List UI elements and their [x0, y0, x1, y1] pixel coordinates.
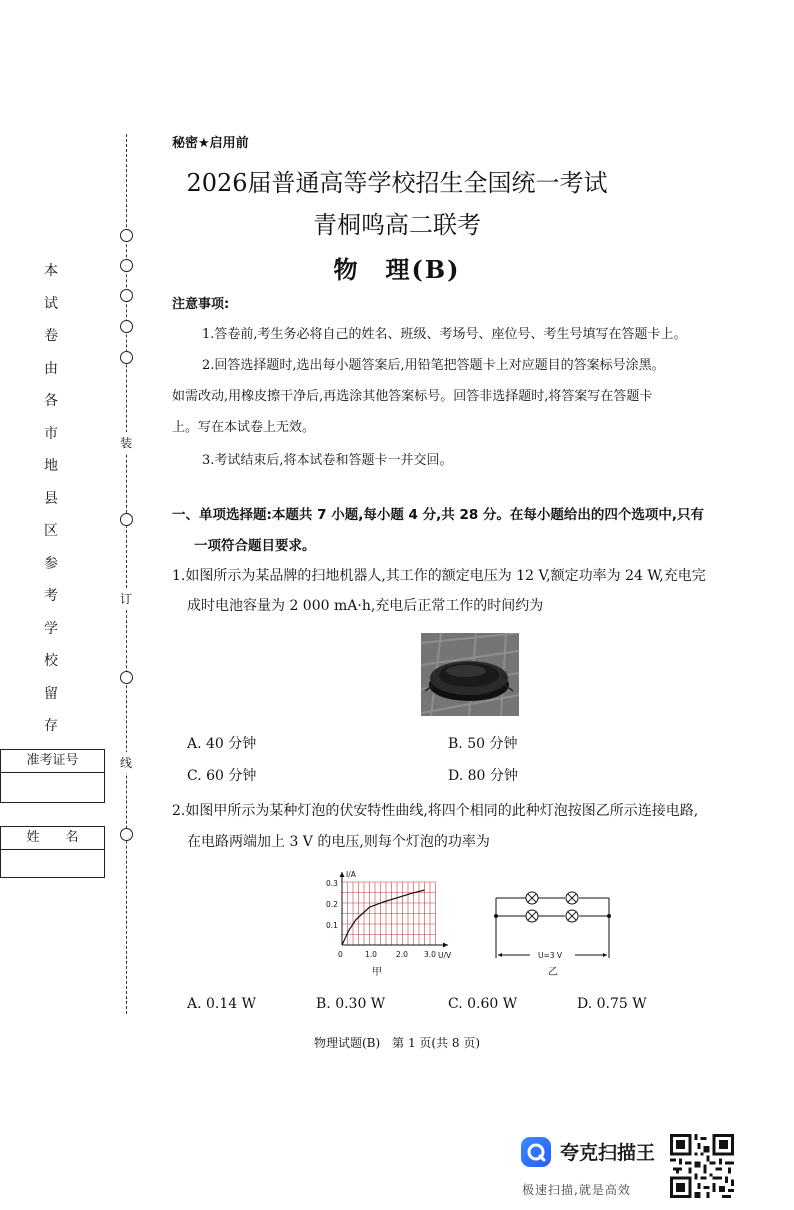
scanner-brand-name: 夸克扫描王	[560, 1142, 656, 1164]
scanner-slogan: 极速扫描,就是高效	[522, 1183, 631, 1197]
vertical-char: 卷	[44, 328, 58, 344]
vertical-char: 考	[44, 588, 58, 604]
y-tick-label: 0.1	[326, 921, 338, 930]
x-tick-label: 1.0	[365, 950, 377, 959]
notice-item-2-cont: 如需改动,用橡皮擦干净后,再选涂其他答案标号。回答非选择题时,将答案写在答题卡	[172, 389, 653, 404]
question-1-text: 1.如图所示为某品牌的扫地机器人,其工作的额定电压为 12 V,额定功率为 24 W,充电完	[172, 568, 706, 584]
question-2-text: 在电路两端加上 3 V 的电压,则每个灯泡的功率为	[187, 834, 490, 850]
subject-title: 物 理(B)	[333, 255, 461, 284]
notice-item-2-cont: 上。写在本试卷上无效。	[172, 420, 316, 435]
vertical-char: 区	[44, 523, 58, 539]
q1-option-c[interactable]: C. 60 分钟	[187, 768, 257, 784]
iv-curve-graph	[326, 870, 452, 978]
vertical-char: 县	[44, 490, 58, 507]
section-heading-line: 一、单项选择题:本题共 7 小题,每小题 4 分,共 28 分。在每小题给出的四个选项中,只有	[172, 507, 705, 523]
y-axis-arrow	[340, 872, 345, 877]
circuit-diagram	[496, 898, 609, 958]
terminal-dot	[494, 914, 498, 918]
vertical-char: 校	[44, 653, 58, 669]
q2-option-d[interactable]: D. 0.75 W	[577, 996, 647, 1012]
vertical-char: 各	[44, 393, 58, 409]
bulb-icon	[566, 892, 578, 904]
bulb-icon	[566, 910, 578, 922]
y-tick-label: 0.3	[326, 879, 338, 888]
q1-option-b[interactable]: B. 50 分钟	[448, 736, 518, 752]
figure-caption-yi: 乙	[548, 967, 558, 978]
vertical-char: 存	[44, 718, 58, 734]
vertical-char: 本	[44, 263, 58, 279]
x-tick-label: 2.0	[396, 950, 408, 959]
binding-hole	[120, 351, 133, 364]
question-1-text: 成时电池容量为 2 000 mA·h,充电后正常工作的时间约为	[187, 598, 544, 614]
sidebar-vertical-notice	[40, 260, 62, 748]
q2-option-a[interactable]: A. 0.14 W	[187, 996, 257, 1012]
binding-hole	[120, 289, 133, 302]
notice-item-1: 1.答卷前,考生务必将自己的姓名、班级、考场号、座位号、考生号填写在答题卡上。	[202, 327, 687, 342]
name-label: 姓 名	[1, 827, 104, 850]
vertical-char: 学	[44, 620, 58, 637]
q2-option-c[interactable]: C. 0.60 W	[448, 996, 518, 1012]
iv-curve	[342, 890, 425, 945]
binding-label-zhuang: 装	[120, 432, 132, 453]
bulb-icon	[526, 910, 538, 922]
vertical-char: 试	[44, 295, 58, 312]
figure-caption-jia: 甲	[372, 967, 382, 978]
x-axis-arrow	[443, 943, 448, 948]
grid	[342, 882, 436, 945]
page-footer: 物理试题(B) 第 1 页(共 8 页)	[313, 1036, 481, 1050]
x-axis-label: U/V	[438, 951, 452, 960]
q2-option-b[interactable]: B. 0.30 W	[316, 996, 386, 1012]
vertical-char: 地	[44, 458, 58, 474]
binding-label-ding: 订	[120, 588, 132, 609]
question-2-figure	[320, 868, 620, 980]
notice-title: 注意事项:	[172, 297, 230, 312]
robot-vacuum-photo	[421, 633, 519, 716]
section-heading	[172, 500, 762, 562]
binding-hole	[120, 828, 133, 841]
vertical-char: 参	[44, 555, 58, 572]
x-tick-label: 3.0	[424, 950, 436, 959]
binding-hole	[120, 513, 133, 526]
vertical-char: 市	[44, 425, 58, 442]
notice-item-2: 2.回答选择题时,选出每小题答案后,用铅笔把答题卡上对应题目的答案标号涂黑。	[202, 358, 665, 373]
voltage-label: U=3 V	[538, 951, 563, 960]
y-axis-label: I/A	[346, 870, 356, 879]
exam-id-label: 准考证号	[1, 750, 104, 773]
exam-id-box	[0, 749, 105, 803]
q1-option-d[interactable]: D. 80 分钟	[448, 768, 518, 784]
question-2-text: 2.如图甲所示为某种灯泡的伏安特性曲线,将四个相同的此种灯泡按图乙所示连接电路,	[172, 803, 699, 819]
confidential-mark: 秘密★启用前	[172, 136, 249, 151]
y-tick-label: 0.2	[326, 900, 338, 909]
exam-subtitle: 青桐鸣高二联考	[313, 211, 481, 239]
terminal-dot	[607, 914, 611, 918]
binding-hole	[120, 320, 133, 333]
qr-code-icon	[670, 1134, 734, 1198]
vertical-char: 留	[44, 685, 58, 702]
binding-label-xian: 线	[120, 752, 132, 773]
bulb-icon	[526, 892, 538, 904]
name-box	[0, 826, 105, 878]
q1-option-a[interactable]: A. 40 分钟	[187, 736, 257, 752]
notice-item-3: 3.考试结束后,将本试卷和答题卡一并交回。	[202, 453, 453, 468]
quark-logo-icon	[520, 1136, 552, 1168]
binding-hole	[120, 671, 133, 684]
section-heading-line: 一项符合题目要求。	[194, 538, 316, 554]
vertical-char: 由	[44, 360, 58, 377]
origin-label: 0	[338, 950, 343, 959]
exam-title: 2026届普通高等学校招生全国统一考试	[186, 169, 608, 197]
